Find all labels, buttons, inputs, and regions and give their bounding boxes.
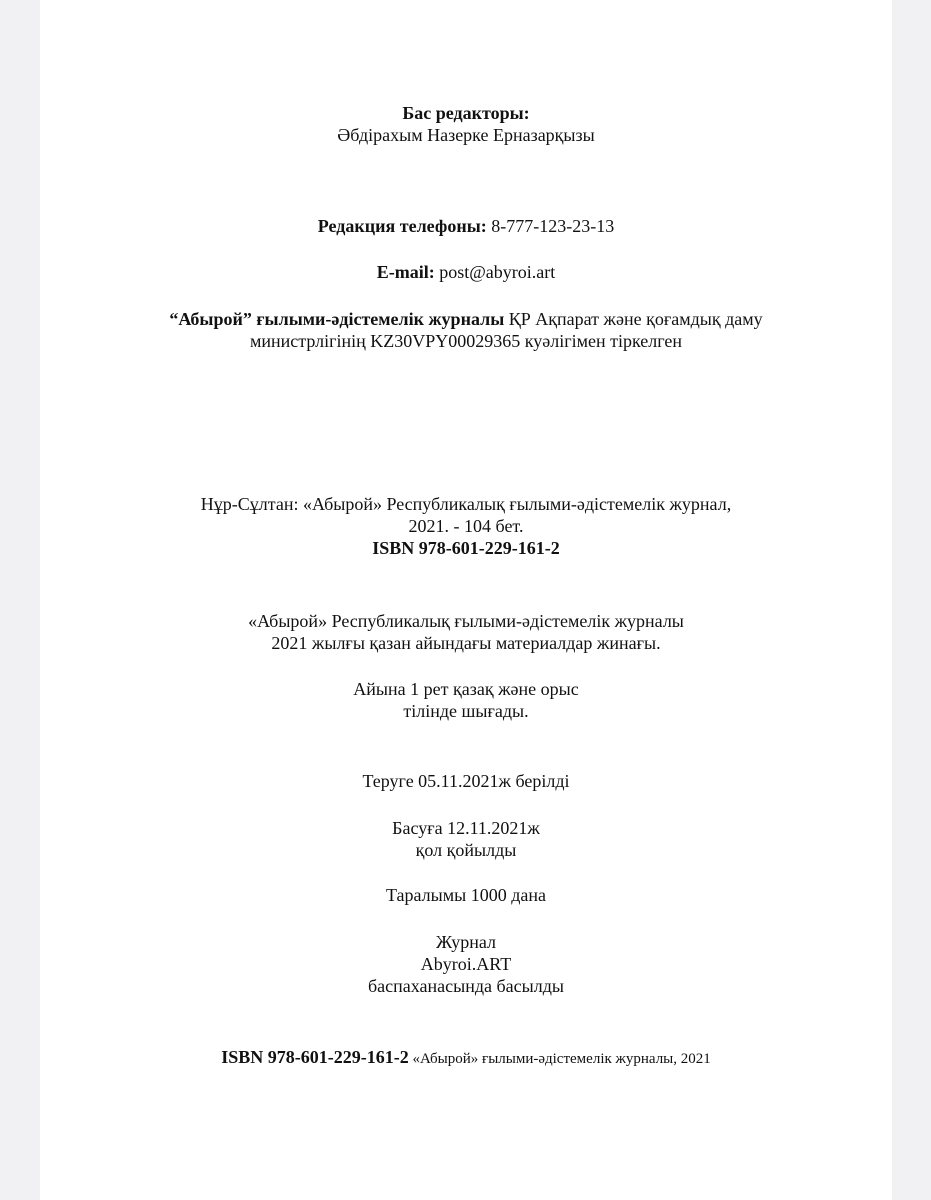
circulation-text: Таралымы 1000 дана [385,885,546,905]
typeset-text: Теруге 05.11.2021ж берілді [362,771,570,791]
citation-isbn: ISBN 978-601-229-161-2 [372,538,560,558]
citation-block [40,493,892,559]
frequency-line-2: тілінде шығады. [403,701,529,721]
editor-heading: Бас редакторы: [402,103,530,123]
registration-text-1: ҚР Ақпарат және қоғамдық даму [504,309,763,329]
frequency-line-1: Айына 1 рет қазақ және орыс [353,679,579,699]
journal-name: “Абырой” ғылыми-әдістемелік журналы [169,309,505,329]
print-sign-line-1: Басуға 12.11.2021ж [392,818,540,838]
email-label: E-mail: [376,262,435,282]
footer-isbn: ISBN 978-601-229-161-2 [221,1047,409,1067]
footer-text: «Абырой» ғылыми-әдістемелік журналы, 2021 [408,1051,711,1067]
collection-line-1: «Абырой» Республикалық ғылыми-әдістемелік журналы [248,611,684,631]
print-sign-line-2: қол қойылды [415,840,517,860]
collection-line-2: 2021 жылғы қазан айындағы материалдар жинағы. [271,633,661,653]
footer-line [40,1046,892,1070]
printed-at-line-2: Abyroi.ART [420,954,512,974]
citation-line-2: 2021. - 104 бет. [408,516,524,536]
printed-at-line-3: баспаханасында басылды [368,976,564,996]
citation-line-1: Нұр-Сұлтан: «Абырой» Республикалық ғылыми-әдістемелік журнал, [200,494,732,514]
phone-line [40,215,892,237]
phone-label: Редакция телефоны: [317,216,487,236]
printed-at-block [40,931,892,997]
phone-value: 8-777-123-23-13 [486,216,615,236]
circulation-line [40,884,892,906]
email-value: post@abyroi.art [434,262,556,282]
typeset-line [40,770,892,792]
printed-at-line-1: Журнал [435,932,496,952]
frequency-block [40,678,892,722]
collection-block [40,610,892,654]
print-sign-block [40,817,892,861]
editor-name: Әбдірахым Назерке Ерназарқызы [337,125,595,145]
registration-block [40,308,892,352]
editor-block [40,102,892,146]
document-page [40,0,892,1200]
registration-text-2: министрлігінің KZ30VPY00029365 куәлігімен тіркелген [249,331,683,351]
email-line [40,261,892,283]
